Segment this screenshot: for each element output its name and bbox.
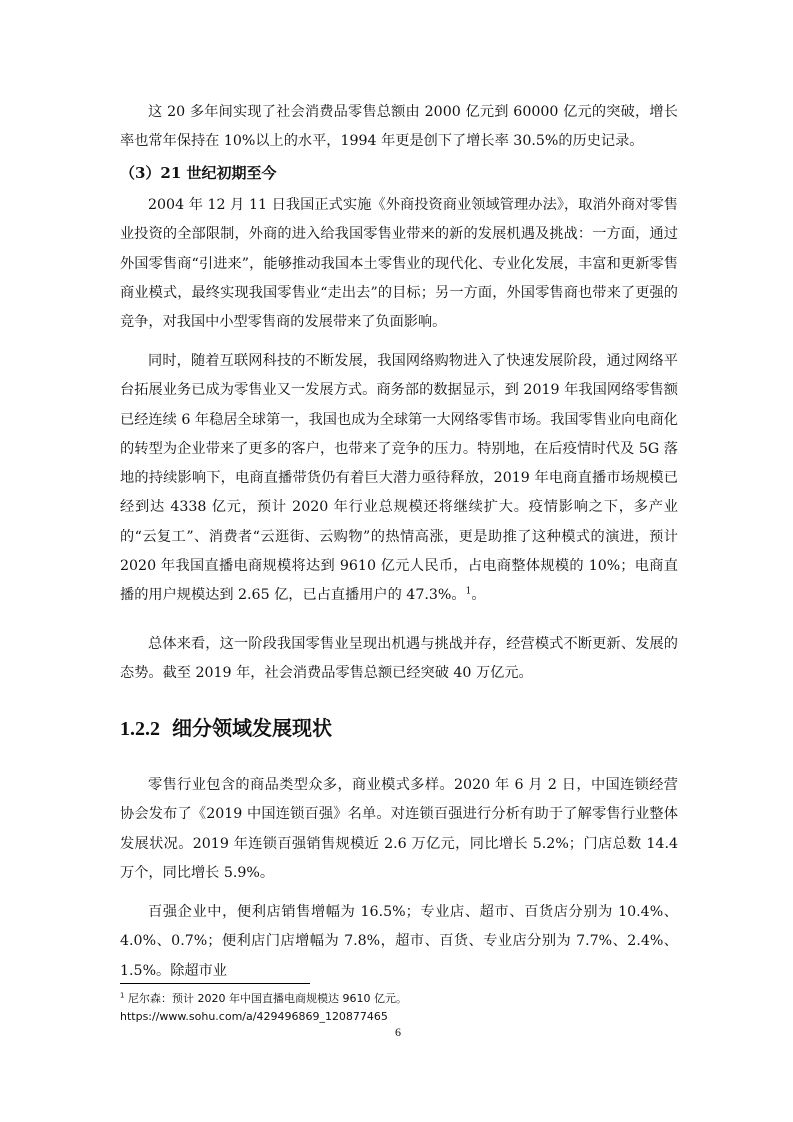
footnote-divider (120, 983, 310, 984)
section-heading (120, 710, 332, 747)
paragraph-chain-top100: 零售行业包含的商品类型众多，商业模式多样。2020 年 6 月 2 日，中国连锁经营协会发布了《2019 中国连锁百强》名单。对连锁百强进行分析有助于了解零售行业整体发展状况。2019 年连锁百强销售规模近 2.6 万亿元，同比增长 5.2%；门店总数 14.4 万个，同比增长 5.9%。 (120, 777, 678, 881)
paragraph-online-retail (120, 347, 678, 611)
footnote-url[interactable]: https://www.sohu.com/a/429496869_120877465 (120, 1010, 388, 1023)
paragraph-retail-growth: 这 20 多年间实现了社会消费品零售总额由 2000 亿元到 60000 亿元的突破，增长率也常年保持在 10%以上的水平，1994 年更是创下了增长率 30.5%的历史记录。 (120, 104, 678, 150)
section-number: 1.2.2 (120, 718, 160, 740)
section-title: 细分领域发展现状 (172, 716, 332, 740)
paragraph-online-retail-end: 。 (471, 587, 486, 604)
footnote-text: 尼尔森：预计 2020 年中国直播电商规模达 9610 亿元。 (127, 992, 407, 1005)
subsection-heading-21st-century: （3）21 世纪初期至今 (120, 164, 277, 182)
footnote-marker: 1 (120, 991, 125, 1000)
footnote-reference[interactable]: 1 (465, 586, 472, 597)
footnote (120, 990, 680, 1026)
footnote-line (120, 990, 680, 1008)
paragraph-online-retail-text: 同时，随着互联网科技的不断发展，我国网络购物进入了快速发展阶段，通过网络平台拓展业务已成为零售业又一发展方式。商务部的数据显示，到 2019 年我国网络零售额已经连续 6 年稳居全球第一，我国也成为全球第一大网络零售市场。我国零售业向电商化的转型为企业带来了更多的客户，也带来了竞争的压力。特别地，在后疫情时代及 5G 落地的持续影响下，电商直播带货仍有着巨大潜力亟待释放，2019 年电商直播市场规模已经到达 4338 亿元，预计 2020 年行业总规模还将继续扩大。疫情影响之下，多产业的“云复工”、消费者“云逛街、云购物”的热情高涨，更是助推了这种模式的演进，预计 2020 年我国直播电商规模将达到 9610 亿元人民币，占电商整体规模的 10%；电商直播的用户规模达到 2.65 亿，已占直播用户的 47.3%。 (120, 353, 678, 604)
paragraph-store-growth: 百强企业中，便利店销售增幅为 16.5%；专业店、超市、百货店分别为 10.4%、4.0%、0.7%；便利店门店增幅为 7.8%，超市、百货、专业店分别为 7.7%、2.4%、1.5%。除超市业 (120, 904, 678, 979)
page-number: 6 (395, 1025, 401, 1039)
paragraph-summary: 总体来看，这一阶段我国零售业呈现出机遇与挑战并存，经营模式不断更新、发展的态势。截至 2019 年，社会消费品零售总额已经突破 40 万亿元。 (120, 636, 678, 682)
paragraph-foreign-investment: 2004 年 12 月 11 日我国正式实施《外商投资商业领域管理办法》，取消外商对零售业投资的全部限制，外商的进入给我国零售业带来的新的发展机遇及挑战：一方面，通过外国零售商“引进来”，能够推动我国本土零售业的现代化、专业化发展，丰富和更新零售商业模式，最终实现我国零售业“走出去”的目标；另一方面，外国零售商也带来了更强的竞争，对我国中小型零售商的发展带来了负面影响。 (120, 197, 678, 331)
